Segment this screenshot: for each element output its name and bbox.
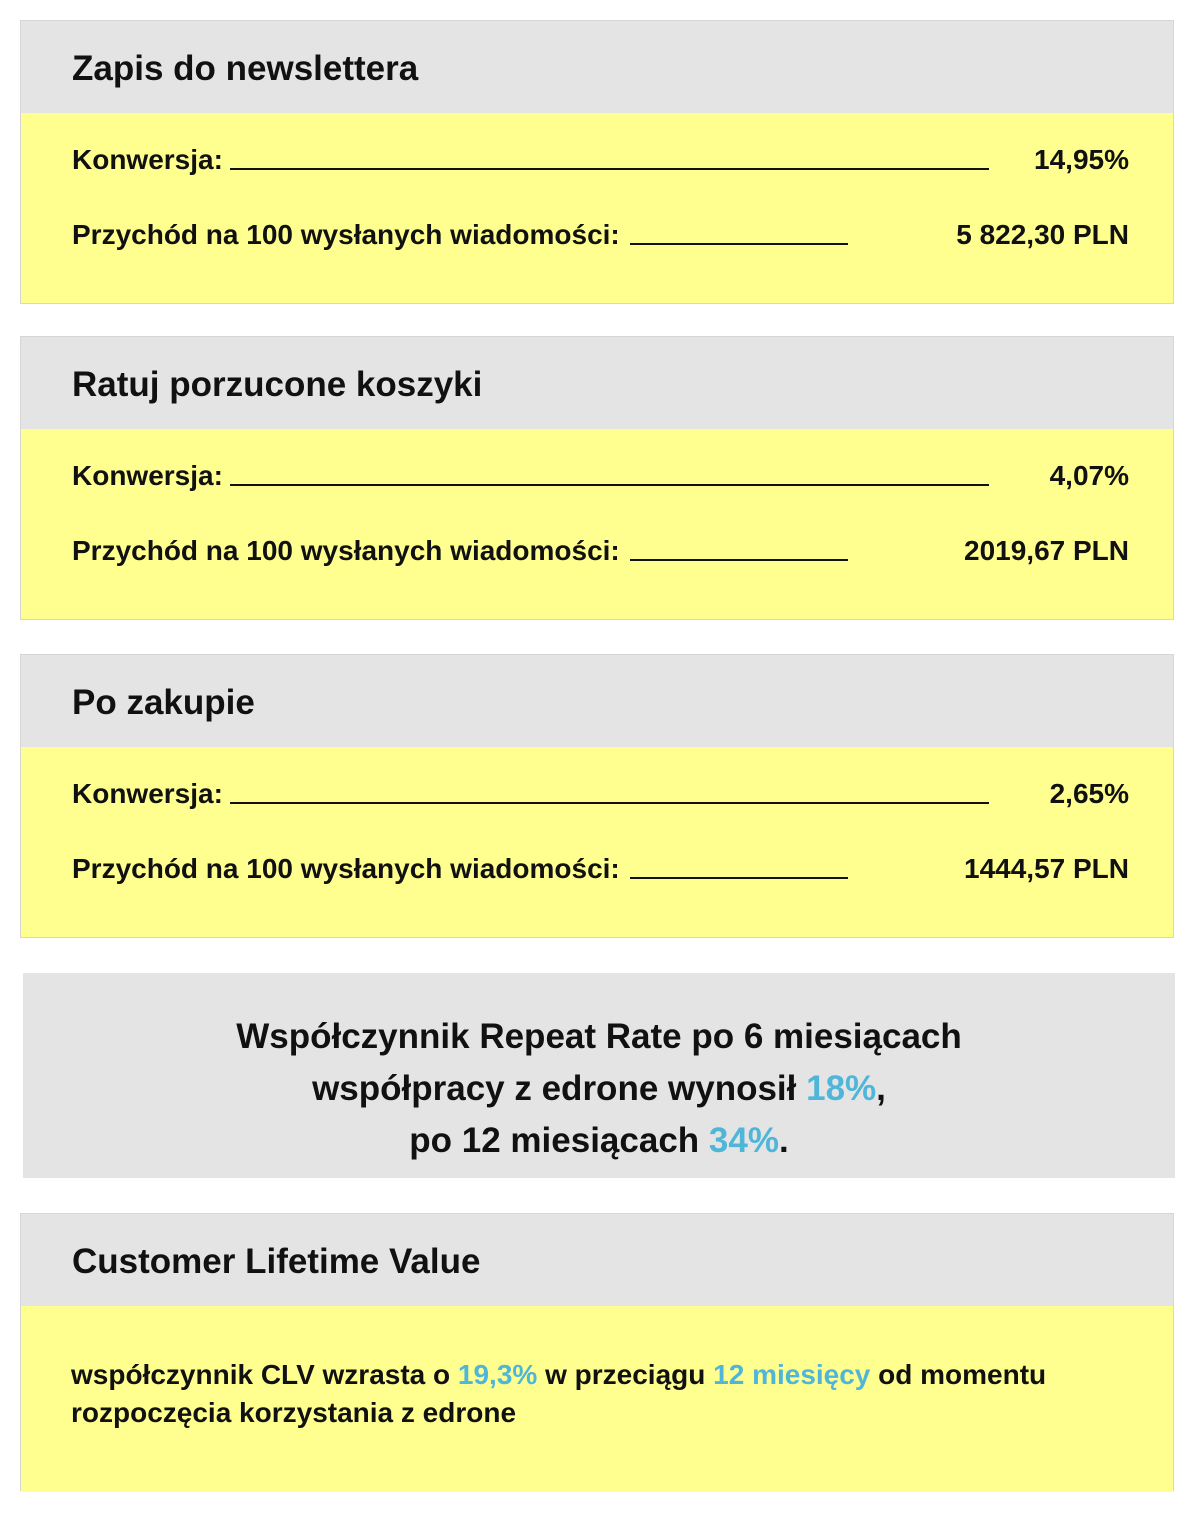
conversion-row <box>72 143 1129 177</box>
clv-period-value: 12 miesięcy <box>713 1359 871 1390</box>
section-header <box>21 337 1173 429</box>
repeat-rate-line-1: Współczynnik Repeat Rate po 6 miesiącach <box>236 1017 962 1056</box>
conversion-label: Konwersja: <box>72 144 223 175</box>
conversion-label: Konwersja: <box>72 778 223 809</box>
section-header <box>21 655 1173 747</box>
clv-text-part: w przeciągu <box>537 1359 714 1390</box>
section-header <box>21 1214 1173 1306</box>
revenue-row <box>72 218 1129 252</box>
conversion-value: 4,07% <box>1049 460 1129 491</box>
section-title: Zapis do newslettera <box>72 49 419 88</box>
revenue-label: Przychód na 100 wysłanych wiadomości: <box>72 535 620 566</box>
section-body <box>21 429 1173 619</box>
punctuation: . <box>778 1121 789 1160</box>
section-title: Customer Lifetime Value <box>72 1242 481 1281</box>
revenue-label: Przychód na 100 wysłanych wiadomości: <box>72 219 620 250</box>
section-body <box>21 113 1173 303</box>
clv-text-part: od momentu rozpoczęcia korzystania z edrone <box>71 1359 1047 1428</box>
leader-line <box>230 168 989 170</box>
section-title: Ratuj porzucone koszyki <box>72 365 483 404</box>
clv-text-part: współczynnik CLV wzrasta o <box>71 1359 458 1390</box>
revenue-value: 2019,67 PLN <box>964 535 1129 566</box>
leader-line <box>230 484 989 486</box>
section-clv <box>20 1213 1174 1491</box>
section-post-purchase <box>20 654 1174 938</box>
section-header <box>21 21 1173 113</box>
repeat-rate-6-months-value: 18% <box>806 1069 877 1108</box>
revenue-label: Przychód na 100 wysłanych wiadomości: <box>72 853 620 884</box>
revenue-value: 1444,57 PLN <box>964 853 1129 884</box>
punctuation: , <box>876 1069 886 1108</box>
clv-growth-value: 19,3% <box>457 1359 538 1390</box>
repeat-rate-12-months-value: 34% <box>708 1121 779 1160</box>
leader-line <box>230 802 989 804</box>
revenue-row <box>72 534 1129 568</box>
section-abandoned-carts <box>20 336 1174 620</box>
conversion-label: Konwersja: <box>72 460 223 491</box>
repeat-rate-box <box>23 973 1175 1178</box>
conversion-value: 14,95% <box>1034 144 1129 175</box>
clv-text <box>71 1356 1091 1432</box>
revenue-value: 5 822,30 PLN <box>956 219 1129 250</box>
repeat-rate-line-3: po 12 miesiącach <box>409 1121 709 1160</box>
section-body <box>21 1306 1173 1492</box>
conversion-value: 2,65% <box>1049 778 1129 809</box>
conversion-row <box>72 459 1129 493</box>
section-title: Po zakupie <box>72 683 255 722</box>
leader-line <box>630 243 848 245</box>
repeat-rate-line-2: współpracy z edrone wynosił <box>312 1069 807 1108</box>
section-body <box>21 747 1173 937</box>
leader-line <box>630 559 848 561</box>
revenue-row <box>72 852 1129 886</box>
conversion-row <box>72 777 1129 811</box>
repeat-rate-text <box>23 1011 1175 1167</box>
section-newsletter <box>20 20 1174 304</box>
leader-line <box>630 877 848 879</box>
